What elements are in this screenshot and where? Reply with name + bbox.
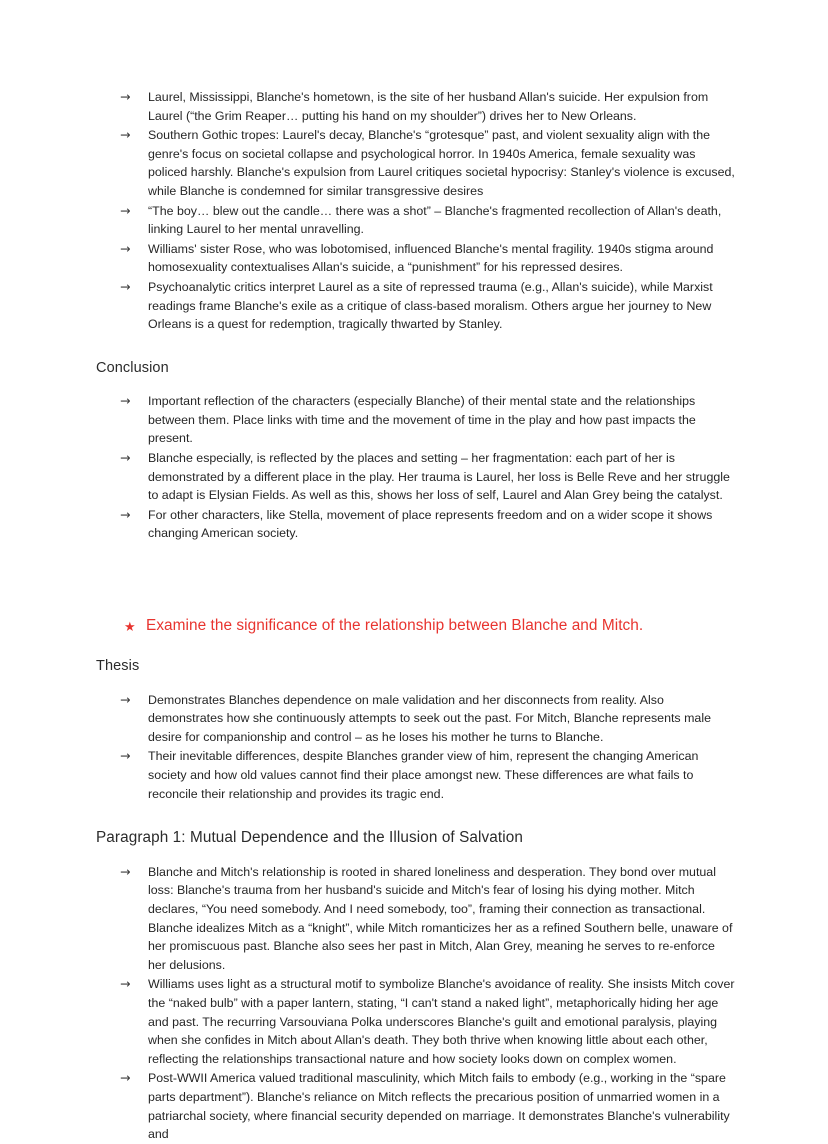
list-item-text: Their inevitable differences, despite Blanches grander view of him, represent the changing American society and how old values cannot find their place amongst new. These differences are what fails to reconcile their relationship and provides its tragic end. (148, 749, 699, 801)
list-item (96, 278, 736, 334)
arrow-bullet-icon: → (120, 127, 131, 143)
conclusion-bullet-list (96, 392, 736, 543)
list-item-text: Blanche and Mitch's relationship is rooted in shared loneliness and desperation. They bond over mutual loss: Blanche's trauma from her husband's suicide and Mitch's fear of losing his dying mother. Mitch declares, “You need somebody. And I need somebody, too”, framing their connection as transactional. Blanche idealizes Mitch as a “knight”, while Mitch romanticizes her as a refined Southern belle, unaware of her promiscuous past. Blanche also sees her past in Mitch, Alan Grey, meaning he serves to re-enforce her delusions. (148, 864, 733, 972)
list-item (96, 747, 736, 803)
arrow-bullet-icon: → (120, 202, 131, 218)
arrow-bullet-icon: → (120, 748, 131, 764)
arrow-bullet-icon: → (120, 89, 131, 104)
arrow-bullet-icon: → (120, 691, 131, 707)
thesis-bullet-list (96, 691, 736, 804)
arrow-bullet-icon: → (120, 450, 131, 466)
list-item (96, 863, 736, 975)
heading-conclusion: Conclusion (96, 359, 169, 376)
arrow-bullet-icon: → (120, 393, 131, 409)
list-item (96, 975, 736, 1068)
list-item-text: Blanche especially, is reflected by the places and setting – her fragmentation: each part of her is demonstrated by a different place in the play. Her trauma is Laurel, her loss is Belle Reve and her struggle to adapt is Elysian Fields. As well as this, shows her loss of self, Laurel and Alan Grey being the catalyst. (148, 451, 730, 503)
spacer (96, 378, 736, 392)
arrow-bullet-icon: → (120, 863, 131, 879)
list-item (96, 691, 736, 747)
spacer (96, 335, 736, 359)
list-item (96, 392, 736, 448)
list-item (96, 240, 736, 277)
list-item (96, 126, 736, 200)
list-item (96, 88, 736, 125)
list-item (96, 202, 736, 239)
list-item (96, 506, 736, 543)
arrow-bullet-icon: → (120, 506, 131, 522)
essay-question-text: Examine the significance of the relationship between Blanche and Mitch. (146, 617, 644, 635)
list-item-text: Williams uses light as a structural motif to symbolize Blanche's avoidance of reality. She insists Mitch cover the “naked bulb” with a paper lantern, stating, “I can't stand a naked light”, metaphorically hiding her age and past. The recurring Varsouviana Polka underscores Blanche's guilt and emotional paralysis, playing when she confides in Mitch about Allan's death. They both thrive when knowing little about each other, reflecting the relationships transactional nature and how society looks down on complex women. (148, 977, 735, 1066)
heading-paragraph-1: Paragraph 1: Mutual Dependence and the Illusion of Salvation (96, 829, 523, 847)
list-item-text: Southern Gothic tropes: Laurel's decay, Blanche's “grotesque” past, and violent sexuality align with the genre's focus on societal collapse and psychological horror. In 1940s America, female sexuality was policed harshly. Blanche's expulsion from Laurel critiques societal hypocrisy: Stanley's violence is excused, while Blanche is condemned for similar transgressive desires (148, 128, 735, 198)
arrow-bullet-icon: → (120, 976, 131, 992)
arrow-bullet-icon: → (120, 240, 131, 256)
list-item-text: Psychoanalytic critics interpret Laurel as a site of repressed trauma (e.g., Allan's suicide), while Marxist readings frame Blanche's exile as a critique of class-based moralism. Others argue her journey to New Orleans is a quest for redemption, tragically thwarted by Stanley. (148, 279, 713, 332)
spacer (96, 637, 736, 657)
spacer (96, 804, 736, 828)
place-bullet-list (96, 88, 736, 334)
list-item (96, 1069, 736, 1143)
list-item-text: “The boy… blew out the candle… there was a shot” – Blanche's fragmented recollection of Allan's death, linking Laurel to her mental unravelling. (148, 203, 722, 237)
list-item-text: Demonstrates Blanches dependence on male validation and her disconnects from reality. Also demonstrates how she continuously attempts to seek out the past. For Mitch, Blanche represents male desire for companionship and control – as he loses his mother he turns to Blanche. (148, 692, 711, 744)
star-icon: ★ (124, 619, 136, 635)
list-item-text: Laurel, Mississippi, Blanche's hometown, is the site of her husband Allan's suicide. Her expulsion from Laurel (“the Grim Reaper… putting his hand on my shoulder”) drives her to New Orleans. (148, 90, 709, 123)
spacer (96, 677, 736, 691)
list-item-text: Post-WWII America valued traditional masculinity, which Mitch fails to embody (e.g., working in the “spare parts department”). Blanche's reliance on Mitch reflects the precarious position of unmarried women in a patriarchal society, where financial security depended on marriage. It demonstrates Blanche's vulnerability and (148, 1071, 730, 1142)
paragraph-1-bullet-list (96, 863, 736, 1144)
list-item (96, 449, 736, 505)
arrow-bullet-icon: → (120, 278, 131, 294)
essay-question (96, 616, 736, 637)
arrow-bullet-icon: → (120, 1070, 131, 1086)
heading-thesis: Thesis (96, 658, 140, 675)
list-item-text: Important reflection of the characters (especially Blanche) of their mental state and the relationships between them. Place links with time and the movement of time in the play and how past impacts the present. (148, 394, 696, 446)
spacer (96, 849, 736, 863)
list-item-text: For other characters, like Stella, movement of place represents freedom and on a wider scope it shows changing American society. (148, 507, 713, 541)
list-item-text: Williams' sister Rose, who was lobotomised, influenced Blanche's mental fragility. 1940s stigma around homosexuality contextualises Allan's suicide, a “punishment” for his repressed desires. (148, 241, 714, 275)
spacer (96, 544, 736, 616)
